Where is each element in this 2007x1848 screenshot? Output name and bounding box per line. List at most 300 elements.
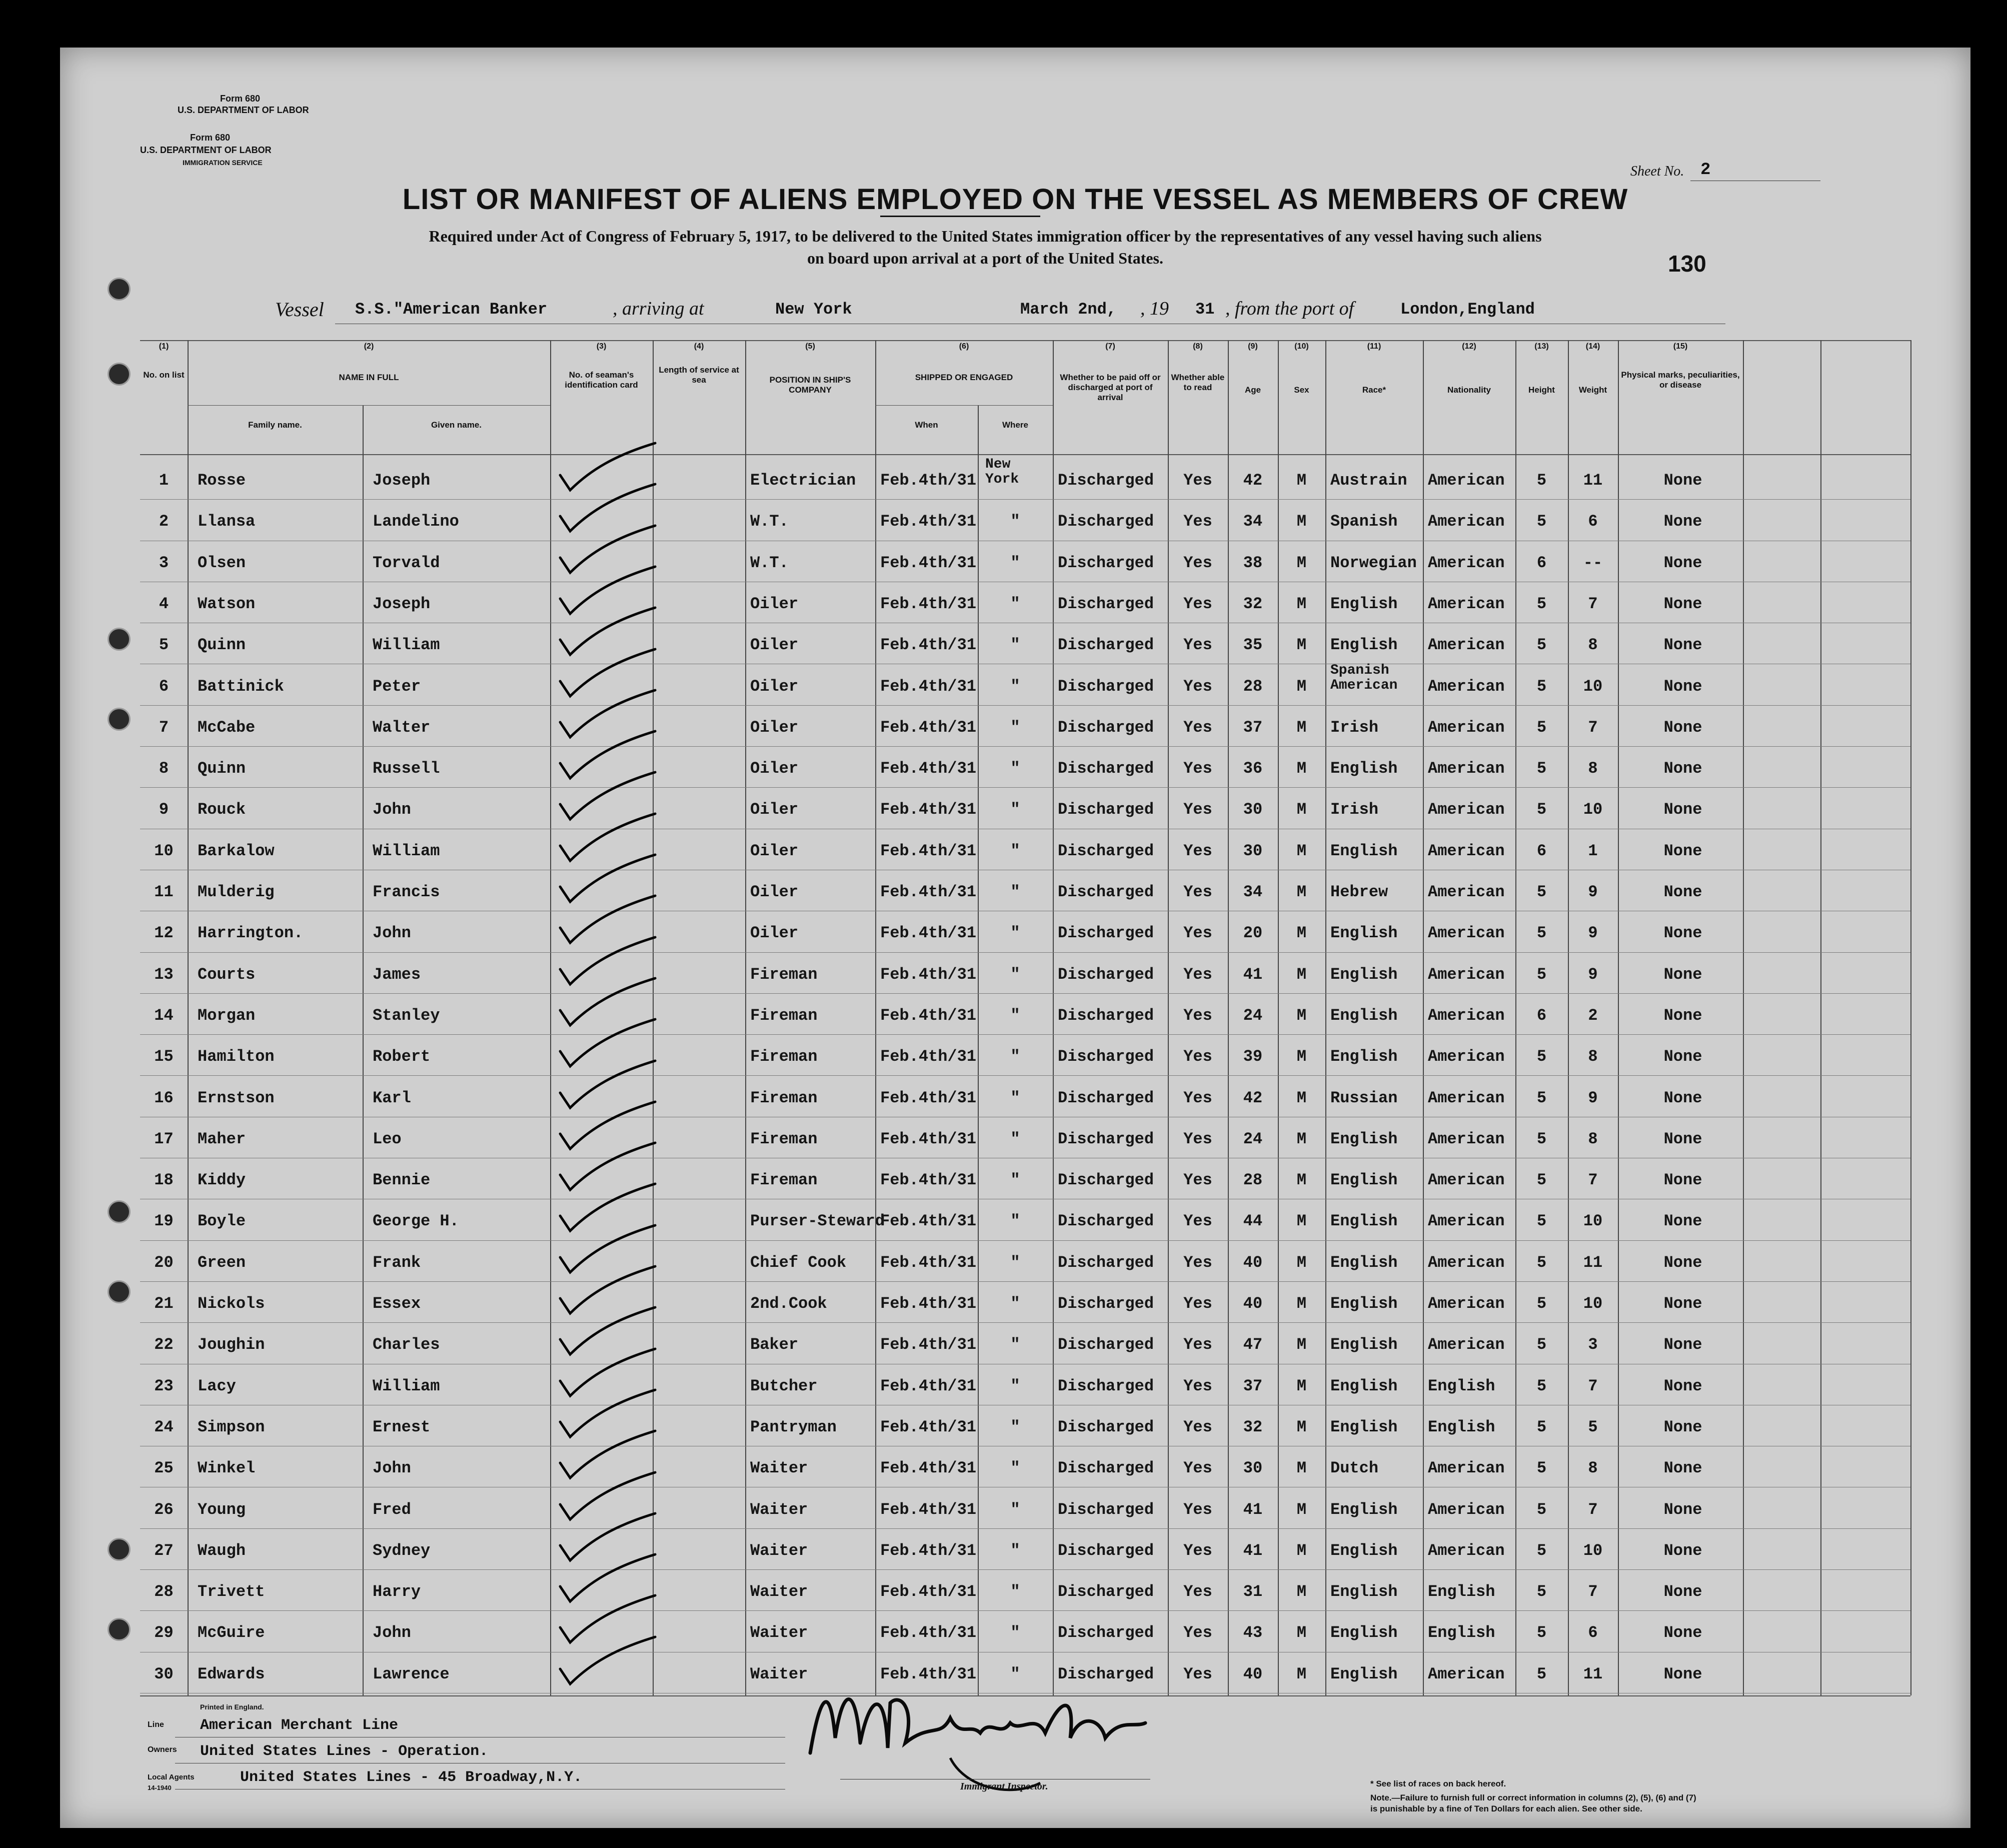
header-id-card: No. of seaman's identification card bbox=[565, 370, 638, 390]
cell-given: Joseph bbox=[373, 594, 431, 613]
table-row bbox=[140, 1571, 1910, 1610]
cell-position: Fireman bbox=[750, 1129, 818, 1148]
cell-marks: None bbox=[1663, 1335, 1702, 1354]
cell-weight: 8 bbox=[1588, 1047, 1598, 1066]
cell-nationality: American bbox=[1428, 636, 1505, 655]
cell-paid: Discharged bbox=[1058, 1623, 1154, 1642]
cell-no: 13 bbox=[154, 965, 174, 984]
row-rule bbox=[140, 1528, 1910, 1529]
table-row bbox=[140, 625, 1910, 664]
header-height: Height bbox=[1528, 385, 1555, 395]
cell-paid: Discharged bbox=[1058, 677, 1154, 696]
header-paid-off: Whether to be paid off or discharged at port of arrival bbox=[1060, 373, 1161, 402]
cell-age: 24 bbox=[1243, 1129, 1263, 1148]
cell-read: Yes bbox=[1183, 800, 1212, 819]
cell-position: Waiter bbox=[750, 1623, 808, 1642]
cell-race: English bbox=[1330, 1006, 1398, 1025]
cell-family: Barkalow bbox=[198, 841, 275, 860]
cell-no: 3 bbox=[159, 553, 169, 572]
header-read: Whether able to read bbox=[1171, 373, 1225, 392]
subtitle-line-2: on board upon arrival at a port of the United States. bbox=[807, 249, 1163, 267]
cell-marks: None bbox=[1663, 841, 1702, 860]
column-number: (15) bbox=[1673, 342, 1688, 351]
cell-read: Yes bbox=[1183, 841, 1212, 860]
cell-age: 39 bbox=[1243, 1047, 1263, 1066]
cell-no: 2 bbox=[159, 512, 169, 531]
cell-family: Simpson bbox=[198, 1417, 265, 1436]
cell-paid: Discharged bbox=[1058, 471, 1154, 490]
owners-label: Owners bbox=[148, 1745, 177, 1754]
department: U.S. DEPARTMENT OF LABOR bbox=[140, 145, 272, 155]
cell-nationality: American bbox=[1428, 1253, 1505, 1272]
cell-marks: None bbox=[1663, 1171, 1702, 1190]
form-number-top: Form 680 bbox=[220, 94, 261, 104]
cell-read: Yes bbox=[1183, 1253, 1212, 1272]
cell-marks: None bbox=[1663, 1129, 1702, 1148]
cell-marks: None bbox=[1663, 677, 1702, 696]
cell-age: 44 bbox=[1243, 1212, 1263, 1231]
cell-sex: M bbox=[1296, 1253, 1307, 1272]
cell-paid: Discharged bbox=[1058, 965, 1154, 984]
arrival-year: 31 bbox=[1195, 300, 1215, 319]
cell-position: Electrician bbox=[750, 471, 856, 490]
cell-weight: 9 bbox=[1588, 965, 1598, 984]
cell-paid: Discharged bbox=[1058, 1417, 1154, 1436]
cell-height: 5 bbox=[1536, 636, 1547, 655]
cell-sex: M bbox=[1296, 965, 1307, 984]
cell-sex: M bbox=[1296, 800, 1307, 819]
table-row bbox=[140, 1324, 1910, 1363]
table-row bbox=[140, 662, 1910, 705]
header-family-name: Family name. bbox=[248, 420, 302, 430]
cell-where: " bbox=[1010, 1212, 1020, 1231]
cell-height: 6 bbox=[1536, 553, 1547, 572]
cell-sex: M bbox=[1296, 1006, 1307, 1025]
cell-height: 5 bbox=[1536, 1088, 1547, 1107]
cell-read: Yes bbox=[1183, 1417, 1212, 1436]
cell-marks: None bbox=[1663, 512, 1702, 531]
cell-age: 30 bbox=[1243, 800, 1263, 819]
cell-position: Waiter bbox=[750, 1459, 808, 1478]
row-rule bbox=[140, 787, 1910, 788]
cell-family: Courts bbox=[198, 965, 256, 984]
cell-marks: None bbox=[1663, 1664, 1702, 1683]
cell-family: Hamilton bbox=[198, 1047, 275, 1066]
row-rule bbox=[140, 1281, 1910, 1282]
cell-where: " bbox=[1010, 1006, 1020, 1025]
cell-age: 28 bbox=[1243, 677, 1263, 696]
table-row bbox=[140, 1119, 1910, 1158]
cell-position: Pantryman bbox=[750, 1417, 837, 1436]
cell-nationality: American bbox=[1428, 1088, 1505, 1107]
cell-position: Oiler bbox=[750, 718, 799, 737]
cell-marks: None bbox=[1663, 1376, 1702, 1395]
cell-weight: 8 bbox=[1588, 1459, 1598, 1478]
cell-race: Russian bbox=[1330, 1088, 1398, 1107]
header-when: When bbox=[915, 420, 938, 430]
column-number: (9) bbox=[1248, 342, 1258, 351]
cell-family: Kiddy bbox=[198, 1171, 246, 1190]
cell-family: McCabe bbox=[198, 718, 256, 737]
cell-given: William bbox=[373, 636, 440, 655]
cell-nationality: American bbox=[1428, 800, 1505, 819]
from-port-label: , from the port of bbox=[1225, 298, 1354, 319]
cell-family: Winkel bbox=[198, 1459, 256, 1478]
cell-weight: 9 bbox=[1588, 924, 1598, 943]
cell-race: Dutch bbox=[1330, 1459, 1379, 1478]
cell-height: 5 bbox=[1536, 1459, 1547, 1478]
cell-height: 6 bbox=[1536, 841, 1547, 860]
cell-marks: None bbox=[1663, 800, 1702, 819]
cell-no: 27 bbox=[154, 1541, 174, 1560]
cell-where: " bbox=[1010, 1500, 1020, 1519]
cell-weight: 7 bbox=[1588, 718, 1598, 737]
cell-age: 24 bbox=[1243, 1006, 1263, 1025]
cell-paid: Discharged bbox=[1058, 841, 1154, 860]
cell-where: " bbox=[1010, 1664, 1020, 1683]
cell-nationality: American bbox=[1428, 1335, 1505, 1354]
cell-nationality: American bbox=[1428, 1500, 1505, 1519]
cell-marks: None bbox=[1663, 1212, 1702, 1231]
column-number: (7) bbox=[1105, 342, 1115, 351]
cell-given: Leo bbox=[373, 1129, 402, 1148]
header-no-on-list: No. on list bbox=[143, 370, 185, 380]
cell-read: Yes bbox=[1183, 594, 1212, 613]
table-row bbox=[140, 1160, 1910, 1199]
cell-given: Bennie bbox=[373, 1171, 431, 1190]
cell-race: Spanish American bbox=[1330, 662, 1398, 693]
cell-paid: Discharged bbox=[1058, 1376, 1154, 1395]
cell-weight: 10 bbox=[1583, 1294, 1603, 1313]
cell-where: " bbox=[1010, 677, 1020, 696]
cell-given: Lawrence bbox=[373, 1664, 450, 1683]
cell-age: 31 bbox=[1243, 1582, 1263, 1601]
cell-where: " bbox=[1010, 1623, 1020, 1642]
crew-table bbox=[140, 340, 1910, 1695]
cell-read: Yes bbox=[1183, 1582, 1212, 1601]
cell-weight: 8 bbox=[1588, 1129, 1598, 1148]
cell-nationality: English bbox=[1428, 1582, 1495, 1601]
cell-sex: M bbox=[1296, 1376, 1307, 1395]
cell-when: Feb.4th/31 bbox=[880, 553, 977, 572]
cell-weight: 10 bbox=[1583, 1212, 1603, 1231]
cell-read: Yes bbox=[1183, 471, 1212, 490]
cell-marks: None bbox=[1663, 924, 1702, 943]
cell-given: Stanley bbox=[373, 1006, 440, 1025]
cell-weight: 7 bbox=[1588, 1582, 1598, 1601]
cell-position: Butcher bbox=[750, 1376, 818, 1395]
table-row bbox=[140, 1530, 1910, 1569]
table-row bbox=[140, 748, 1910, 787]
cell-paid: Discharged bbox=[1058, 1171, 1154, 1190]
cell-nationality: American bbox=[1428, 594, 1505, 613]
cell-when: Feb.4th/31 bbox=[880, 677, 977, 696]
row-rule bbox=[140, 993, 1910, 994]
owners-value: United States Lines - Operation. bbox=[200, 1743, 489, 1760]
cell-where: " bbox=[1010, 594, 1020, 613]
cell-height: 5 bbox=[1536, 594, 1547, 613]
cell-sex: M bbox=[1296, 1664, 1307, 1683]
cell-height: 5 bbox=[1536, 800, 1547, 819]
line-value: American Merchant Line bbox=[200, 1717, 399, 1734]
cell-weight: 2 bbox=[1588, 1006, 1598, 1025]
header-position: POSITION IN SHIP'S COMPANY bbox=[769, 375, 851, 395]
column-number: (3) bbox=[596, 342, 607, 351]
cell-when: Feb.4th/31 bbox=[880, 1212, 977, 1231]
table-row bbox=[140, 501, 1910, 540]
cell-when: Feb.4th/31 bbox=[880, 636, 977, 655]
cell-family: Young bbox=[198, 1500, 246, 1519]
check-mark-icon bbox=[555, 1634, 665, 1689]
cell-no: 18 bbox=[154, 1171, 174, 1190]
agents-code: 14-1940 bbox=[148, 1784, 172, 1791]
column-number: (14) bbox=[1585, 342, 1600, 351]
cell-marks: None bbox=[1663, 471, 1702, 490]
cell-weight: 9 bbox=[1588, 1088, 1598, 1107]
cell-when: Feb.4th/31 bbox=[880, 759, 977, 778]
cell-sex: M bbox=[1296, 1212, 1307, 1231]
cell-given: John bbox=[373, 924, 411, 943]
cell-marks: None bbox=[1663, 1541, 1702, 1560]
cell-race: English bbox=[1330, 1294, 1398, 1313]
cell-when: Feb.4th/31 bbox=[880, 1294, 977, 1313]
cell-read: Yes bbox=[1183, 553, 1212, 572]
cell-weight: 6 bbox=[1588, 1623, 1598, 1642]
cell-nationality: American bbox=[1428, 883, 1505, 901]
cell-race: English bbox=[1330, 924, 1398, 943]
cell-height: 5 bbox=[1536, 1376, 1547, 1395]
vessel-label: Vessel bbox=[275, 298, 324, 321]
punch-hole bbox=[108, 1280, 131, 1303]
cell-read: Yes bbox=[1183, 965, 1212, 984]
table-row bbox=[140, 831, 1910, 870]
cell-no: 14 bbox=[154, 1006, 174, 1025]
punch-hole bbox=[108, 363, 131, 386]
cell-where: " bbox=[1010, 1253, 1020, 1272]
cell-when: Feb.4th/31 bbox=[880, 1088, 977, 1107]
cell-height: 5 bbox=[1536, 1664, 1547, 1683]
cell-nationality: American bbox=[1428, 1129, 1505, 1148]
cell-position: Oiler bbox=[750, 800, 799, 819]
cell-paid: Discharged bbox=[1058, 594, 1154, 613]
cell-family: Rosse bbox=[198, 471, 246, 490]
cell-no: 8 bbox=[159, 759, 169, 778]
cell-position: Purser-Steward bbox=[750, 1212, 885, 1231]
cell-paid: Discharged bbox=[1058, 1500, 1154, 1519]
stamp-number: 130 bbox=[1668, 251, 1706, 277]
cell-paid: Discharged bbox=[1058, 553, 1154, 572]
cell-sex: M bbox=[1296, 553, 1307, 572]
cell-no: 30 bbox=[154, 1664, 174, 1683]
row-rule bbox=[140, 1034, 1910, 1035]
cell-read: Yes bbox=[1183, 883, 1212, 901]
cell-age: 30 bbox=[1243, 1459, 1263, 1478]
cell-sex: M bbox=[1296, 1171, 1307, 1190]
cell-sex: M bbox=[1296, 1623, 1307, 1642]
cell-paid: Discharged bbox=[1058, 1088, 1154, 1107]
cell-given: Charles bbox=[373, 1335, 440, 1354]
table-row bbox=[140, 995, 1910, 1034]
cell-race: English bbox=[1330, 1047, 1398, 1066]
cell-no: 16 bbox=[154, 1088, 174, 1107]
cell-paid: Discharged bbox=[1058, 1006, 1154, 1025]
cell-nationality: American bbox=[1428, 841, 1505, 860]
cell-sex: M bbox=[1296, 1047, 1307, 1066]
cell-height: 5 bbox=[1536, 718, 1547, 737]
cell-age: 37 bbox=[1243, 718, 1263, 737]
cell-nationality: American bbox=[1428, 553, 1505, 572]
cell-no: 7 bbox=[159, 718, 169, 737]
cell-read: Yes bbox=[1183, 1335, 1212, 1354]
cell-weight: 6 bbox=[1588, 512, 1598, 531]
cell-age: 40 bbox=[1243, 1664, 1263, 1683]
cell-paid: Discharged bbox=[1058, 883, 1154, 901]
cell-paid: Discharged bbox=[1058, 924, 1154, 943]
cell-marks: None bbox=[1663, 759, 1702, 778]
cell-when: Feb.4th/31 bbox=[880, 1335, 977, 1354]
cell-position: Waiter bbox=[750, 1664, 808, 1683]
cell-read: Yes bbox=[1183, 1212, 1212, 1231]
cell-position: Oiler bbox=[750, 883, 799, 901]
cell-paid: Discharged bbox=[1058, 1129, 1154, 1148]
cell-age: 30 bbox=[1243, 841, 1263, 860]
cell-weight: 11 bbox=[1583, 1253, 1603, 1272]
cell-read: Yes bbox=[1183, 1171, 1212, 1190]
service: IMMIGRATION SERVICE bbox=[183, 159, 263, 167]
cell-when: Feb.4th/31 bbox=[880, 1623, 977, 1642]
cell-given: Ernest bbox=[373, 1417, 431, 1436]
sheet-number: 2 bbox=[1700, 161, 1711, 180]
cell-no: 21 bbox=[154, 1294, 174, 1313]
cell-where: " bbox=[1010, 841, 1020, 860]
cell-sex: M bbox=[1296, 636, 1307, 655]
header-nationality: Nationality bbox=[1447, 385, 1491, 395]
cell-no: 15 bbox=[154, 1047, 174, 1066]
note-penalty-1: Note.—Failure to furnish full or correct information in columns (2), (5), (6) and (7) bbox=[1370, 1793, 1696, 1802]
cell-weight: 8 bbox=[1588, 759, 1598, 778]
page-title: LIST OR MANIFEST OF ALIENS EMPLOYED ON THE VESSEL AS MEMBERS OF CREW bbox=[402, 183, 1628, 216]
cell-family: Waugh bbox=[198, 1541, 246, 1560]
cell-height: 5 bbox=[1536, 1253, 1547, 1272]
cell-family: McGuire bbox=[198, 1623, 265, 1642]
table-row bbox=[140, 954, 1910, 993]
row-rule bbox=[140, 1240, 1910, 1241]
cell-nationality: American bbox=[1428, 1459, 1505, 1478]
cell-read: Yes bbox=[1183, 759, 1212, 778]
cell-paid: Discharged bbox=[1058, 718, 1154, 737]
cell-given: James bbox=[373, 965, 421, 984]
cell-weight: -- bbox=[1583, 553, 1603, 572]
cell-sex: M bbox=[1296, 718, 1307, 737]
cell-weight: 8 bbox=[1588, 636, 1598, 655]
cell-marks: None bbox=[1663, 1006, 1702, 1025]
agents-label: Local Agents bbox=[148, 1773, 195, 1781]
cell-family: Boyle bbox=[198, 1212, 246, 1231]
cell-where: " bbox=[1010, 759, 1020, 778]
table-row bbox=[140, 1489, 1910, 1528]
row-rule bbox=[140, 705, 1910, 706]
cell-where: " bbox=[1010, 1541, 1020, 1560]
cell-sex: M bbox=[1296, 512, 1307, 531]
cell-sex: M bbox=[1296, 1294, 1307, 1313]
cell-marks: None bbox=[1663, 718, 1702, 737]
cell-when: Feb.4th/31 bbox=[880, 471, 977, 490]
cell-read: Yes bbox=[1183, 1376, 1212, 1395]
table-row bbox=[140, 1366, 1910, 1405]
cell-read: Yes bbox=[1183, 1664, 1212, 1683]
note-races: * See list of races on back hereof. bbox=[1370, 1779, 1506, 1788]
line-label: Line bbox=[148, 1720, 164, 1729]
cell-sex: M bbox=[1296, 1088, 1307, 1107]
cell-marks: None bbox=[1663, 1459, 1702, 1478]
punch-hole bbox=[108, 628, 131, 651]
cell-when: Feb.4th/31 bbox=[880, 1376, 977, 1395]
row-rule bbox=[140, 746, 1910, 747]
column-number: (10) bbox=[1294, 342, 1309, 351]
cell-height: 5 bbox=[1536, 1171, 1547, 1190]
cell-race: English bbox=[1330, 1171, 1398, 1190]
cell-paid: Discharged bbox=[1058, 1294, 1154, 1313]
subtitle-line-1: Required under Act of Congress of February 5, 1917, to be delivered to the United States immigration officer by the representatives of any vessel having such aliens bbox=[429, 227, 1542, 245]
cell-position: Fireman bbox=[750, 1088, 818, 1107]
cell-height: 5 bbox=[1536, 1294, 1547, 1313]
cell-race: Spanish bbox=[1330, 512, 1398, 531]
cell-family: Lacy bbox=[198, 1376, 236, 1395]
cell-nationality: English bbox=[1428, 1376, 1495, 1395]
cell-no: 4 bbox=[159, 594, 169, 613]
cell-read: Yes bbox=[1183, 677, 1212, 696]
cell-nationality: American bbox=[1428, 1006, 1505, 1025]
cell-nationality: American bbox=[1428, 1541, 1505, 1560]
header-length: Length of service at sea bbox=[659, 365, 739, 385]
cell-position: Baker bbox=[750, 1335, 799, 1354]
cell-paid: Discharged bbox=[1058, 636, 1154, 655]
cell-family: Trivett bbox=[198, 1582, 265, 1601]
cell-paid: Discharged bbox=[1058, 1541, 1154, 1560]
cell-family: Battinick bbox=[198, 677, 284, 696]
cell-weight: 7 bbox=[1588, 1376, 1598, 1395]
cell-height: 5 bbox=[1536, 759, 1547, 778]
cell-no: 25 bbox=[154, 1459, 174, 1478]
header-shipped: SHIPPED OR ENGAGED bbox=[915, 373, 1013, 382]
cell-race: English bbox=[1330, 1212, 1398, 1231]
cell-where: New York bbox=[985, 457, 1019, 487]
cell-position: Fireman bbox=[750, 1171, 818, 1190]
cell-where: " bbox=[1010, 1417, 1020, 1436]
cell-where: " bbox=[1010, 1129, 1020, 1148]
cell-no: 23 bbox=[154, 1376, 174, 1395]
cell-marks: None bbox=[1663, 1294, 1702, 1313]
cell-nationality: American bbox=[1428, 759, 1505, 778]
cell-sex: M bbox=[1296, 1129, 1307, 1148]
cell-sex: M bbox=[1296, 841, 1307, 860]
cell-position: W.T. bbox=[750, 553, 789, 572]
cell-height: 6 bbox=[1536, 1006, 1547, 1025]
cell-height: 5 bbox=[1536, 1582, 1547, 1601]
cell-no: 20 bbox=[154, 1253, 174, 1272]
cell-paid: Discharged bbox=[1058, 800, 1154, 819]
column-number: (6) bbox=[959, 342, 969, 351]
table-row bbox=[140, 457, 1910, 499]
cell-when: Feb.4th/31 bbox=[880, 841, 977, 860]
cell-sex: M bbox=[1296, 1582, 1307, 1601]
cell-given: Francis bbox=[373, 883, 440, 901]
cell-family: Ernstson bbox=[198, 1088, 275, 1107]
cell-sex: M bbox=[1296, 1500, 1307, 1519]
cell-no: 10 bbox=[154, 841, 174, 860]
cell-when: Feb.4th/31 bbox=[880, 594, 977, 613]
cell-nationality: American bbox=[1428, 512, 1505, 531]
